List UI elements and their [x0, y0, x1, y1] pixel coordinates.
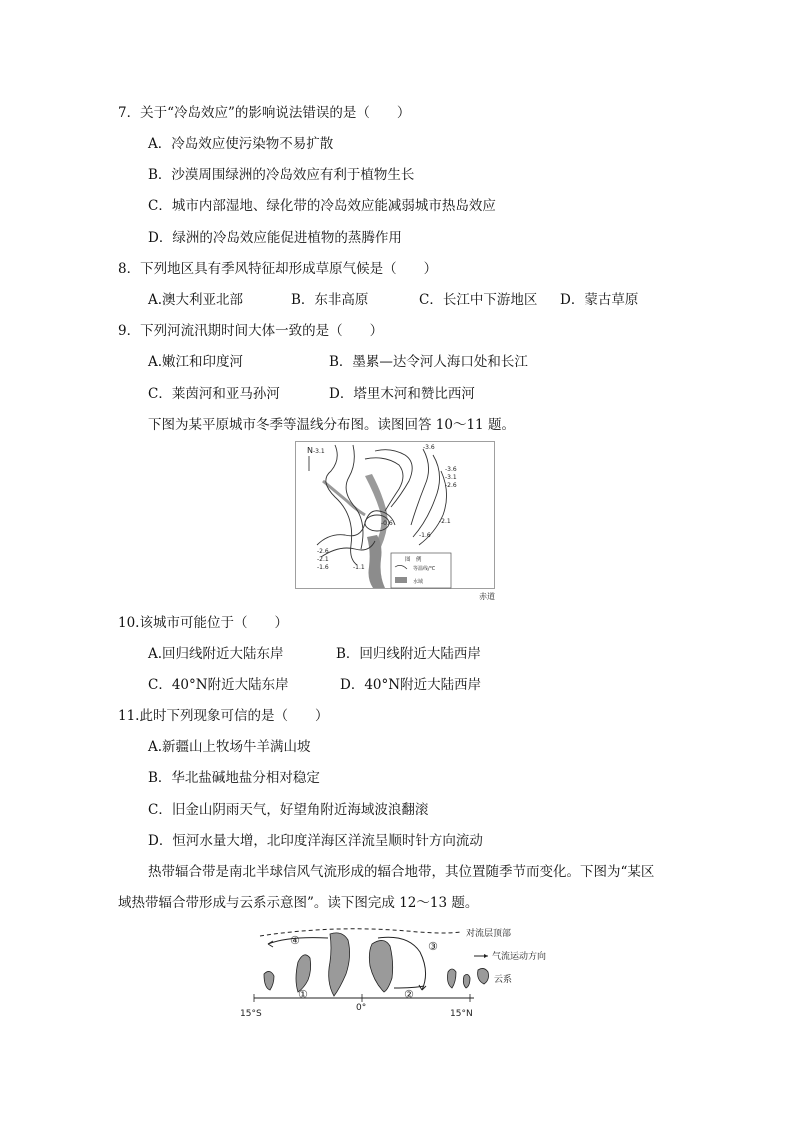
- legend-water-icon: [395, 577, 407, 583]
- isotherm-label: -3.6: [445, 466, 457, 473]
- q8-stem: 8．下列地区具有季风特征却形成草原气候是（ ）: [118, 261, 438, 277]
- q8-option-a: A.澳大利亚北部: [148, 292, 244, 308]
- q7-option-b: B．沙漠周围绿洲的冷岛效应有利于植物生长: [148, 167, 415, 183]
- q9-option-c: C．莱茵河和亚马孙河: [148, 386, 280, 402]
- q11-stem: 11.此时下列现象可信的是（ ）: [118, 708, 329, 724]
- isotherm-label: -1.6: [317, 564, 329, 571]
- lat-15n-label: 15°N: [450, 1009, 473, 1019]
- legend-cloud-icon: [478, 968, 489, 984]
- arrow-head-icon: [268, 941, 273, 947]
- legend-title: 图 例: [405, 557, 422, 563]
- q11-option-d: D．恒河水量大增，北印度洋海区洋流呈顺时针方向流动: [148, 833, 483, 849]
- q9-option-d: D．塔里木河和赞比西河: [329, 386, 475, 402]
- q9-option-b: B．墨累—达令河人海口处和长江: [329, 354, 528, 370]
- q7-option-a: A．冷岛效应使污染物不易扩散: [148, 136, 334, 152]
- legend-water-label: 水域: [413, 579, 424, 585]
- legend-arrow-label: 气流运动方向: [492, 952, 547, 962]
- q7-stem: 7．关于“冷岛效应”的影响说法错误的是（ ）: [118, 105, 411, 121]
- circle-number-3: ③: [428, 940, 438, 953]
- cloud-system: [369, 940, 392, 992]
- isotherm-label: -3.1: [313, 448, 325, 455]
- q11-option-b: B．华北盐碱地盐分相对稳定: [148, 770, 320, 786]
- isotherm-map-figure: [295, 441, 495, 603]
- itcz-figure: [238, 922, 558, 1022]
- north-label: N: [307, 446, 313, 455]
- isotherm-label: -1.1: [353, 564, 365, 571]
- q10-option-a: A.回归线附近大陆东岸: [148, 646, 284, 662]
- cloud-system: [264, 971, 274, 990]
- q9-stem: 9．下列河流汛期时间大体一致的是（ ）: [118, 323, 384, 339]
- q11-option-a: A.新疆山上牧场牛羊满山坡: [148, 739, 311, 755]
- q10-stem: 10.该城市可能位于（ ）: [118, 615, 288, 631]
- legend-isotherm-label: 等温线/℃: [413, 566, 436, 572]
- cloud-system: [296, 955, 311, 992]
- intro-figure1: 下图为某平原城市冬季等温线分布图。读图回答 10～11 题。: [148, 417, 515, 433]
- q11-option-c: C．旧金山阴雨天气，好望角附近海域波浪翻滚: [148, 802, 429, 818]
- cloud-system: [329, 933, 350, 996]
- q7-option-c: C．城市内部湿地、绿化带的冷岛效应能减弱城市热岛效应: [148, 198, 496, 214]
- q7-option-d: D．绿洲的冷岛效应能促进植物的蒸腾作用: [148, 230, 402, 246]
- lat-0-label: 0°: [356, 1003, 367, 1013]
- isotherm-label: -0.6: [381, 520, 393, 527]
- q10-option-b: B．回归线附近大陆西岸: [336, 646, 481, 662]
- isotherm-label: -2.1: [439, 518, 451, 525]
- circle-number-1: ①: [298, 988, 308, 1001]
- isotherm-label: -2.6: [445, 482, 457, 489]
- lat-15s-label: 15°S: [240, 1009, 262, 1019]
- circle-number-4: ④: [290, 934, 300, 947]
- isotherm-label: -1.6: [419, 532, 431, 539]
- arrow-head-icon: [484, 954, 488, 958]
- q8-option-c: C．长江中下游地区: [419, 292, 538, 308]
- intro-figure2-line2: 域热带辐合带形成与云系示意图”。读下图完成 12～13 题。: [118, 895, 479, 911]
- isotherm-label: -3.1: [445, 474, 457, 481]
- intro-figure2-line1: 热带辐合带是南北半球信风气流形成的辐合地带，其位置随季节而变化。下图为“某区: [148, 864, 655, 880]
- circle-number-2: ②: [404, 988, 414, 1001]
- cloud-system: [448, 969, 457, 988]
- isotherm-label: -3.6: [423, 444, 435, 451]
- legend-cloud-label: 云系: [494, 975, 513, 985]
- isotherm-label: -2.6: [317, 548, 329, 555]
- tropopause-label: 对流层顶部: [466, 929, 512, 939]
- q8-option-b: B．东非高原: [291, 292, 369, 308]
- q10-option-d: D．40°N附近大陆西岸: [340, 677, 482, 693]
- q10-option-c: C．40°N附近大陆东岸: [148, 677, 289, 693]
- q8-option-d: D．蒙古草原: [560, 292, 639, 308]
- isotherm-label: -2.1: [317, 556, 329, 563]
- cloud-system: [463, 974, 470, 988]
- equator-caption: 赤道: [479, 592, 495, 601]
- q9-option-a: A.嫩江和印度河: [148, 354, 244, 370]
